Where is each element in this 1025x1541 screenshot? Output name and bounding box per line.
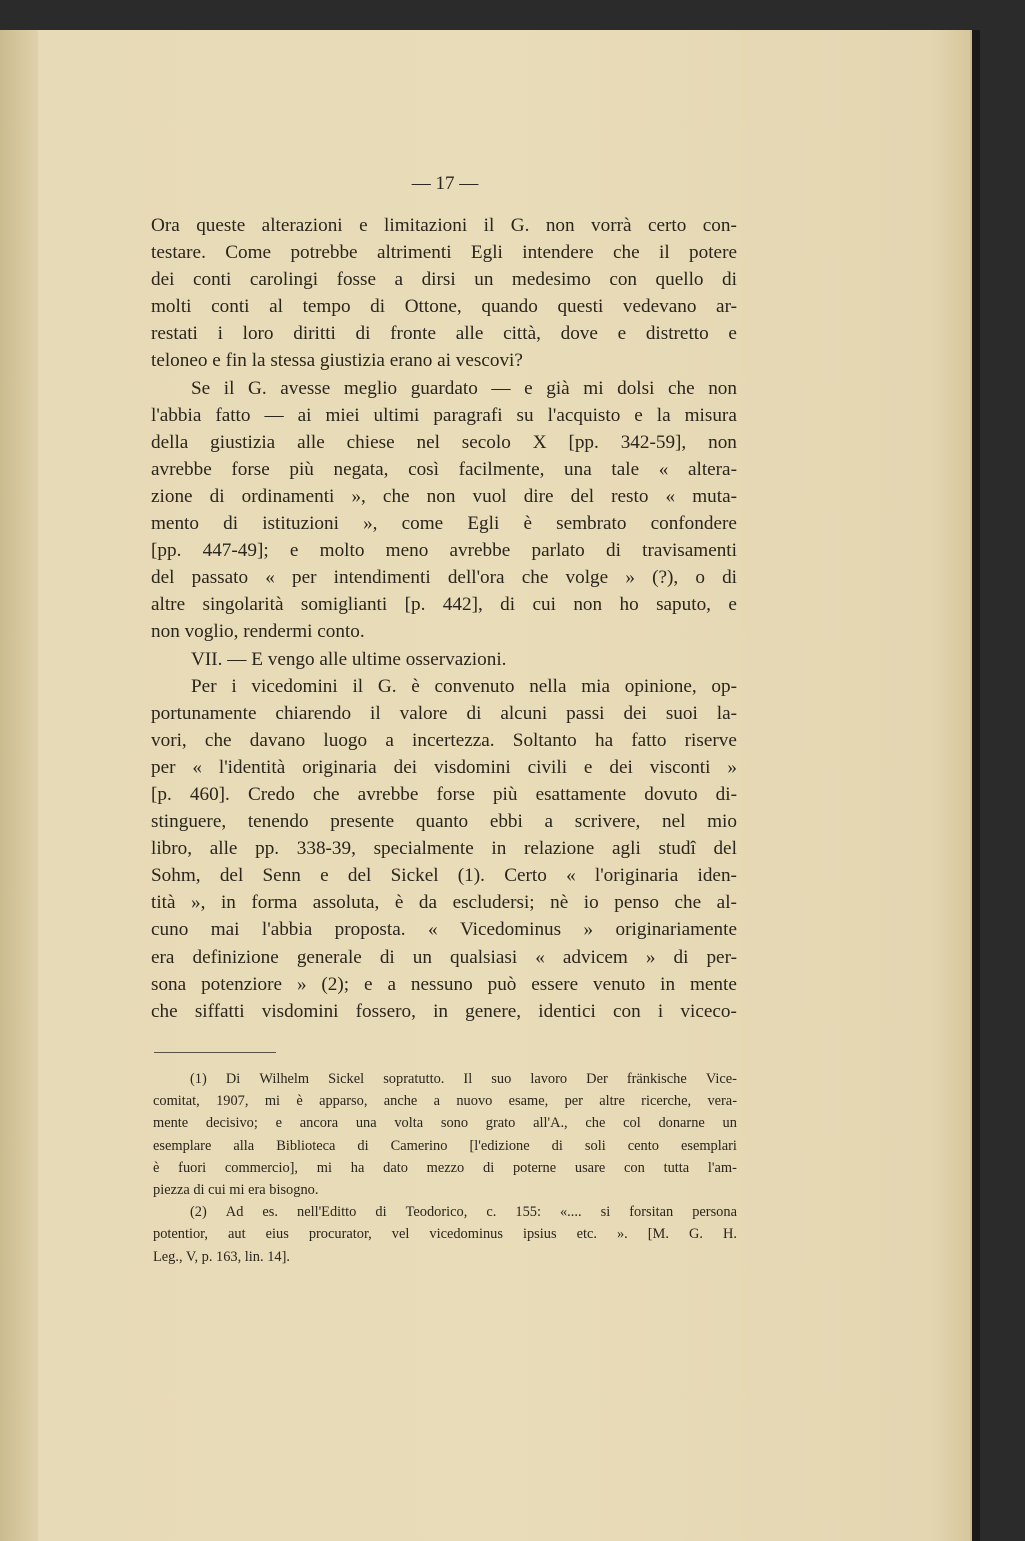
text-line: l'abbia fatto — ai miei ultimi paragrafi su l'acquisto e la misura [151, 404, 737, 426]
footnote-line: piezza di cui mi era bisogno. [153, 1182, 319, 1199]
footnote-line: mente decisivo; e ancora una volta sono grato all'A., che col donarne un [153, 1115, 737, 1132]
text-line: Ora queste alterazioni e limitazioni il G. non vorrà certo con- [151, 215, 737, 236]
footnote-separator [154, 1052, 276, 1053]
scan-border [972, 30, 980, 1541]
page-number: — 17 — [411, 173, 479, 194]
text-line: dei conti carolingi fosse a dirsi un medesimo con quello di [151, 269, 737, 291]
text-line: Per i vicedomini il G. è convenuto nella mia opinione, op- [191, 675, 737, 697]
text-line: altre singolarità somiglianti [p. 442], di cui non ho saputo, e [151, 594, 737, 616]
text-line: avrebbe forse più negata, così facilmente, una tale « altera- [151, 458, 737, 480]
text-line: [pp. 447-49]; e molto meno avrebbe parlato di travisamenti [151, 540, 737, 562]
text-line: teloneo e fin la stessa giustizia erano ai vescovi? [151, 350, 523, 372]
page-gutter [0, 30, 38, 1541]
text-line: Se il G. avesse meglio guardato — e già mi dolsi che non [191, 377, 737, 399]
text-line: sona potenziore » (2); e a nessuno può essere venuto in mente [151, 973, 737, 995]
text-line: era definizione generale di un qualsiasi « advicem » di per- [151, 946, 737, 968]
text-line: che siffatti visdomini fossero, in genere, identici con i viceco- [151, 1000, 737, 1022]
text-line: tità », in forma assoluta, è da escludersi; nè io penso che al- [151, 892, 737, 914]
footnote-line: potentior, aut eius procurator, vel vicedominus ipsius etc. ». [M. G. H. [153, 1226, 737, 1243]
text-line: del passato « per intendimenti dell'ora che volge » (?), o di [151, 567, 737, 589]
text-line: restati i loro diritti di fronte alle città, dove e distretto e [151, 323, 737, 345]
footnote-line: esemplare alla Biblioteca di Camerino [l'edizione di soli cento esemplari [153, 1137, 737, 1154]
text-line: per « l'identità originaria dei visdomini civili e dei visconti » [151, 756, 737, 778]
text-line: stinguere, tenendo presente quanto ebbi a scrivere, nel mio [151, 811, 737, 833]
section-heading-line: VII. — E vengo alle ultime osservazioni. [191, 648, 507, 670]
footnotes [153, 1068, 737, 1268]
body-text [151, 212, 737, 1025]
footnote-line: è fuori commercio], mi ha dato mezzo di poterne usare con tutta l'am- [153, 1159, 737, 1176]
text-line: testare. Come potrebbe altrimenti Egli intendere che il potere [151, 242, 737, 264]
text-line: non voglio, rendermi conto. [151, 621, 365, 643]
text-line: zione di ordinamenti », che non vuol dire del resto « muta- [151, 485, 737, 507]
text-line: vori, che davano luogo a incertezza. Soltanto ha fatto riserve [151, 729, 737, 751]
text-line: libro, alle pp. 338-39, specialmente in relazione agli studî del [151, 838, 737, 860]
text-line: Sohm, del Senn e del Sickel (1). Certo « l'originaria iden- [151, 865, 737, 887]
footnote-line: comitat, 1907, mi è apparso, anche a nuovo esame, per altre ricerche, vera- [153, 1093, 737, 1110]
text-line: molti conti al tempo di Ottone, quando questi vedevano ar- [151, 296, 737, 318]
footnote-line: (1) Di Wilhelm Sickel sopratutto. Il suo lavoro Der fränkische Vice- [190, 1071, 737, 1087]
text-line: portunamente chiarendo il valore di alcuni passi dei suoi la- [151, 702, 737, 724]
text-line: [p. 460]. Credo che avrebbe forse più esattamente dovuto di- [151, 783, 737, 805]
text-line: della giustizia alle chiese nel secolo X [pp. 342-59], non [151, 431, 737, 453]
text-line: mento di istituzioni », come Egli è sembrato confondere [151, 513, 737, 535]
text-line: cuno mai l'abbia proposta. « Vicedominus » originariamente [151, 919, 737, 941]
footnote-line: (2) Ad es. nell'Editto di Teodorico, c. 155: «.... si forsitan persona [190, 1204, 737, 1221]
footnote-line: Leg., V, p. 163, lin. 14]. [153, 1248, 290, 1265]
